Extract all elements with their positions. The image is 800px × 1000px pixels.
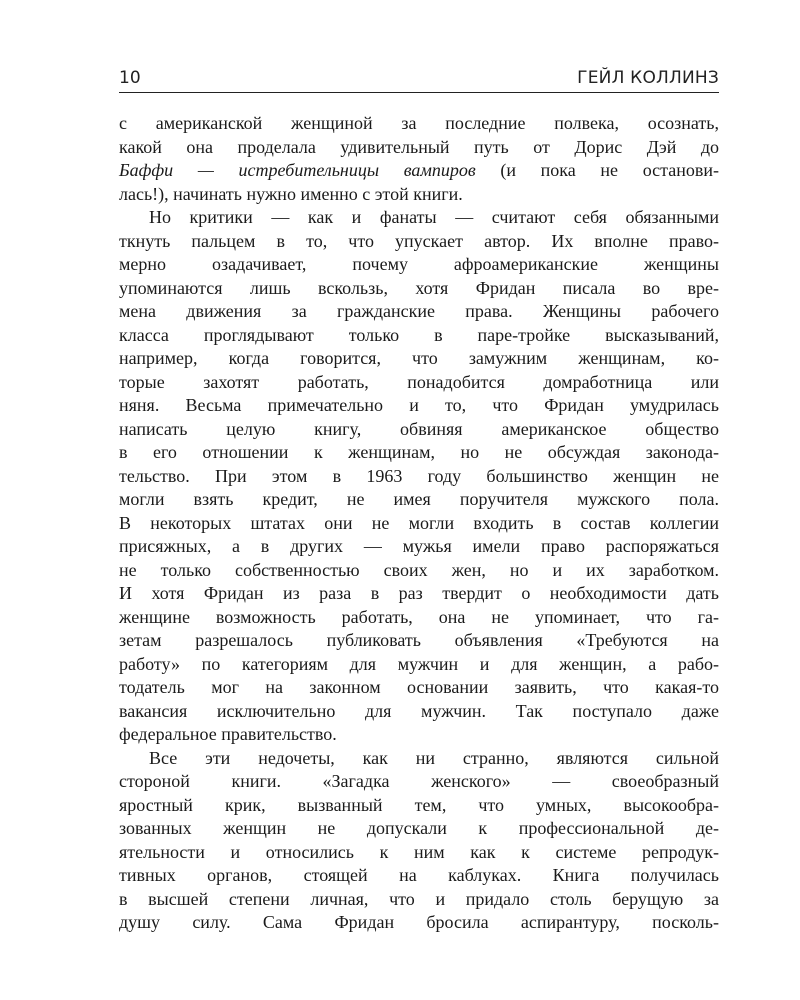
text-line: зетам разрешалось публиковать объявления «Требуются на <box>119 630 719 650</box>
text-line: ятельности и относились к ним как к системе репродук- <box>119 841 719 862</box>
text-line: могли взять кредит, не имея поручителя мужского пола. <box>119 489 719 509</box>
text-line: мена движения за гражданские права. Женщины рабочего <box>119 301 719 321</box>
text-line: написать целую книгу, обвиняя американское общество <box>119 418 719 439</box>
running-title: ГЕЙЛ КОЛЛИНЗ <box>577 68 719 88</box>
running-head <box>119 66 719 93</box>
text-line: И хотя Фридан из раза в раз твердит о необходимости дать <box>119 583 719 603</box>
text-line: В некоторых штатах они не могли входить в состав коллегии <box>119 512 719 533</box>
text-line: класса проглядывают только в паре-тройке высказываний, <box>119 324 719 345</box>
text-line: торые захотят работать, понадобится домработница или <box>119 371 719 392</box>
text-line: не только собственностью своих жен, но и их заработком. <box>119 559 719 580</box>
text-line: душу силу. Сама Фридан бросила аспирантуру, посколь- <box>119 912 719 932</box>
text-line: присяжных, а в других — мужья имели право распоряжаться <box>119 536 719 556</box>
text-line: какой она проделала удивительный путь от Дорис Дэй до <box>119 136 719 157</box>
text-line: ткнуть пальцем в то, что упускает автор. Их вполне право- <box>119 230 719 251</box>
text-line: Но критики — как и фанаты — считают себя обязанными <box>149 207 719 227</box>
text-line: лась!), начинать нужно именно с этой книги. <box>119 183 463 204</box>
text-line: работу» по категориям для мужчин и для женщин, а рабо- <box>119 653 719 674</box>
text-line: федеральное правительство. <box>119 724 337 744</box>
text-line <box>119 159 719 183</box>
page-number: 10 <box>119 68 141 88</box>
text-line: вакансия исключительно для мужчин. Так поступало даже <box>119 700 719 721</box>
text-line: стороной книги. «Загадка женского» — своеобразный <box>119 771 719 791</box>
text-line: например, когда говорится, что замужним женщинам, ко- <box>119 348 719 368</box>
text-line: женщине возможность работать, она не упоминает, что га- <box>119 606 719 627</box>
text-line: с американской женщиной за последние полвека, осознать, <box>119 113 719 133</box>
text-line: в высшей степени личная, что и придало столь берущую за <box>119 888 719 909</box>
text-line: Все эти недочеты, как ни странно, являются сильной <box>149 747 719 768</box>
book-title-italic: Баффи — истребительницы вампиров <box>119 160 476 180</box>
text-line: тельство. При этом в 1963 году большинство женщин не <box>119 465 719 486</box>
body-text <box>119 112 719 935</box>
text-line-rest: (и пока не останови- <box>475 160 719 180</box>
text-line: тодатель мог на законном основании заявить, что какая-то <box>119 677 719 697</box>
text-line: упоминаются лишь вскользь, хотя Фридан писала во вре- <box>119 277 719 298</box>
text-line: тивных органов, стоящей на каблуках. Книга получилась <box>119 865 719 885</box>
text-line: мерно озадачивает, почему афроамериканские женщины <box>119 254 719 274</box>
text-line: няня. Весьма примечательно и то, что Фридан умудрилась <box>119 395 719 415</box>
text-line: зованных женщин не допускали к профессиональной де- <box>119 818 719 838</box>
text-line: яростный крик, вызванный тем, что умных, высокообра- <box>119 794 719 815</box>
text-line: в его отношении к женщинам, но не обсуждая законода- <box>119 442 719 462</box>
